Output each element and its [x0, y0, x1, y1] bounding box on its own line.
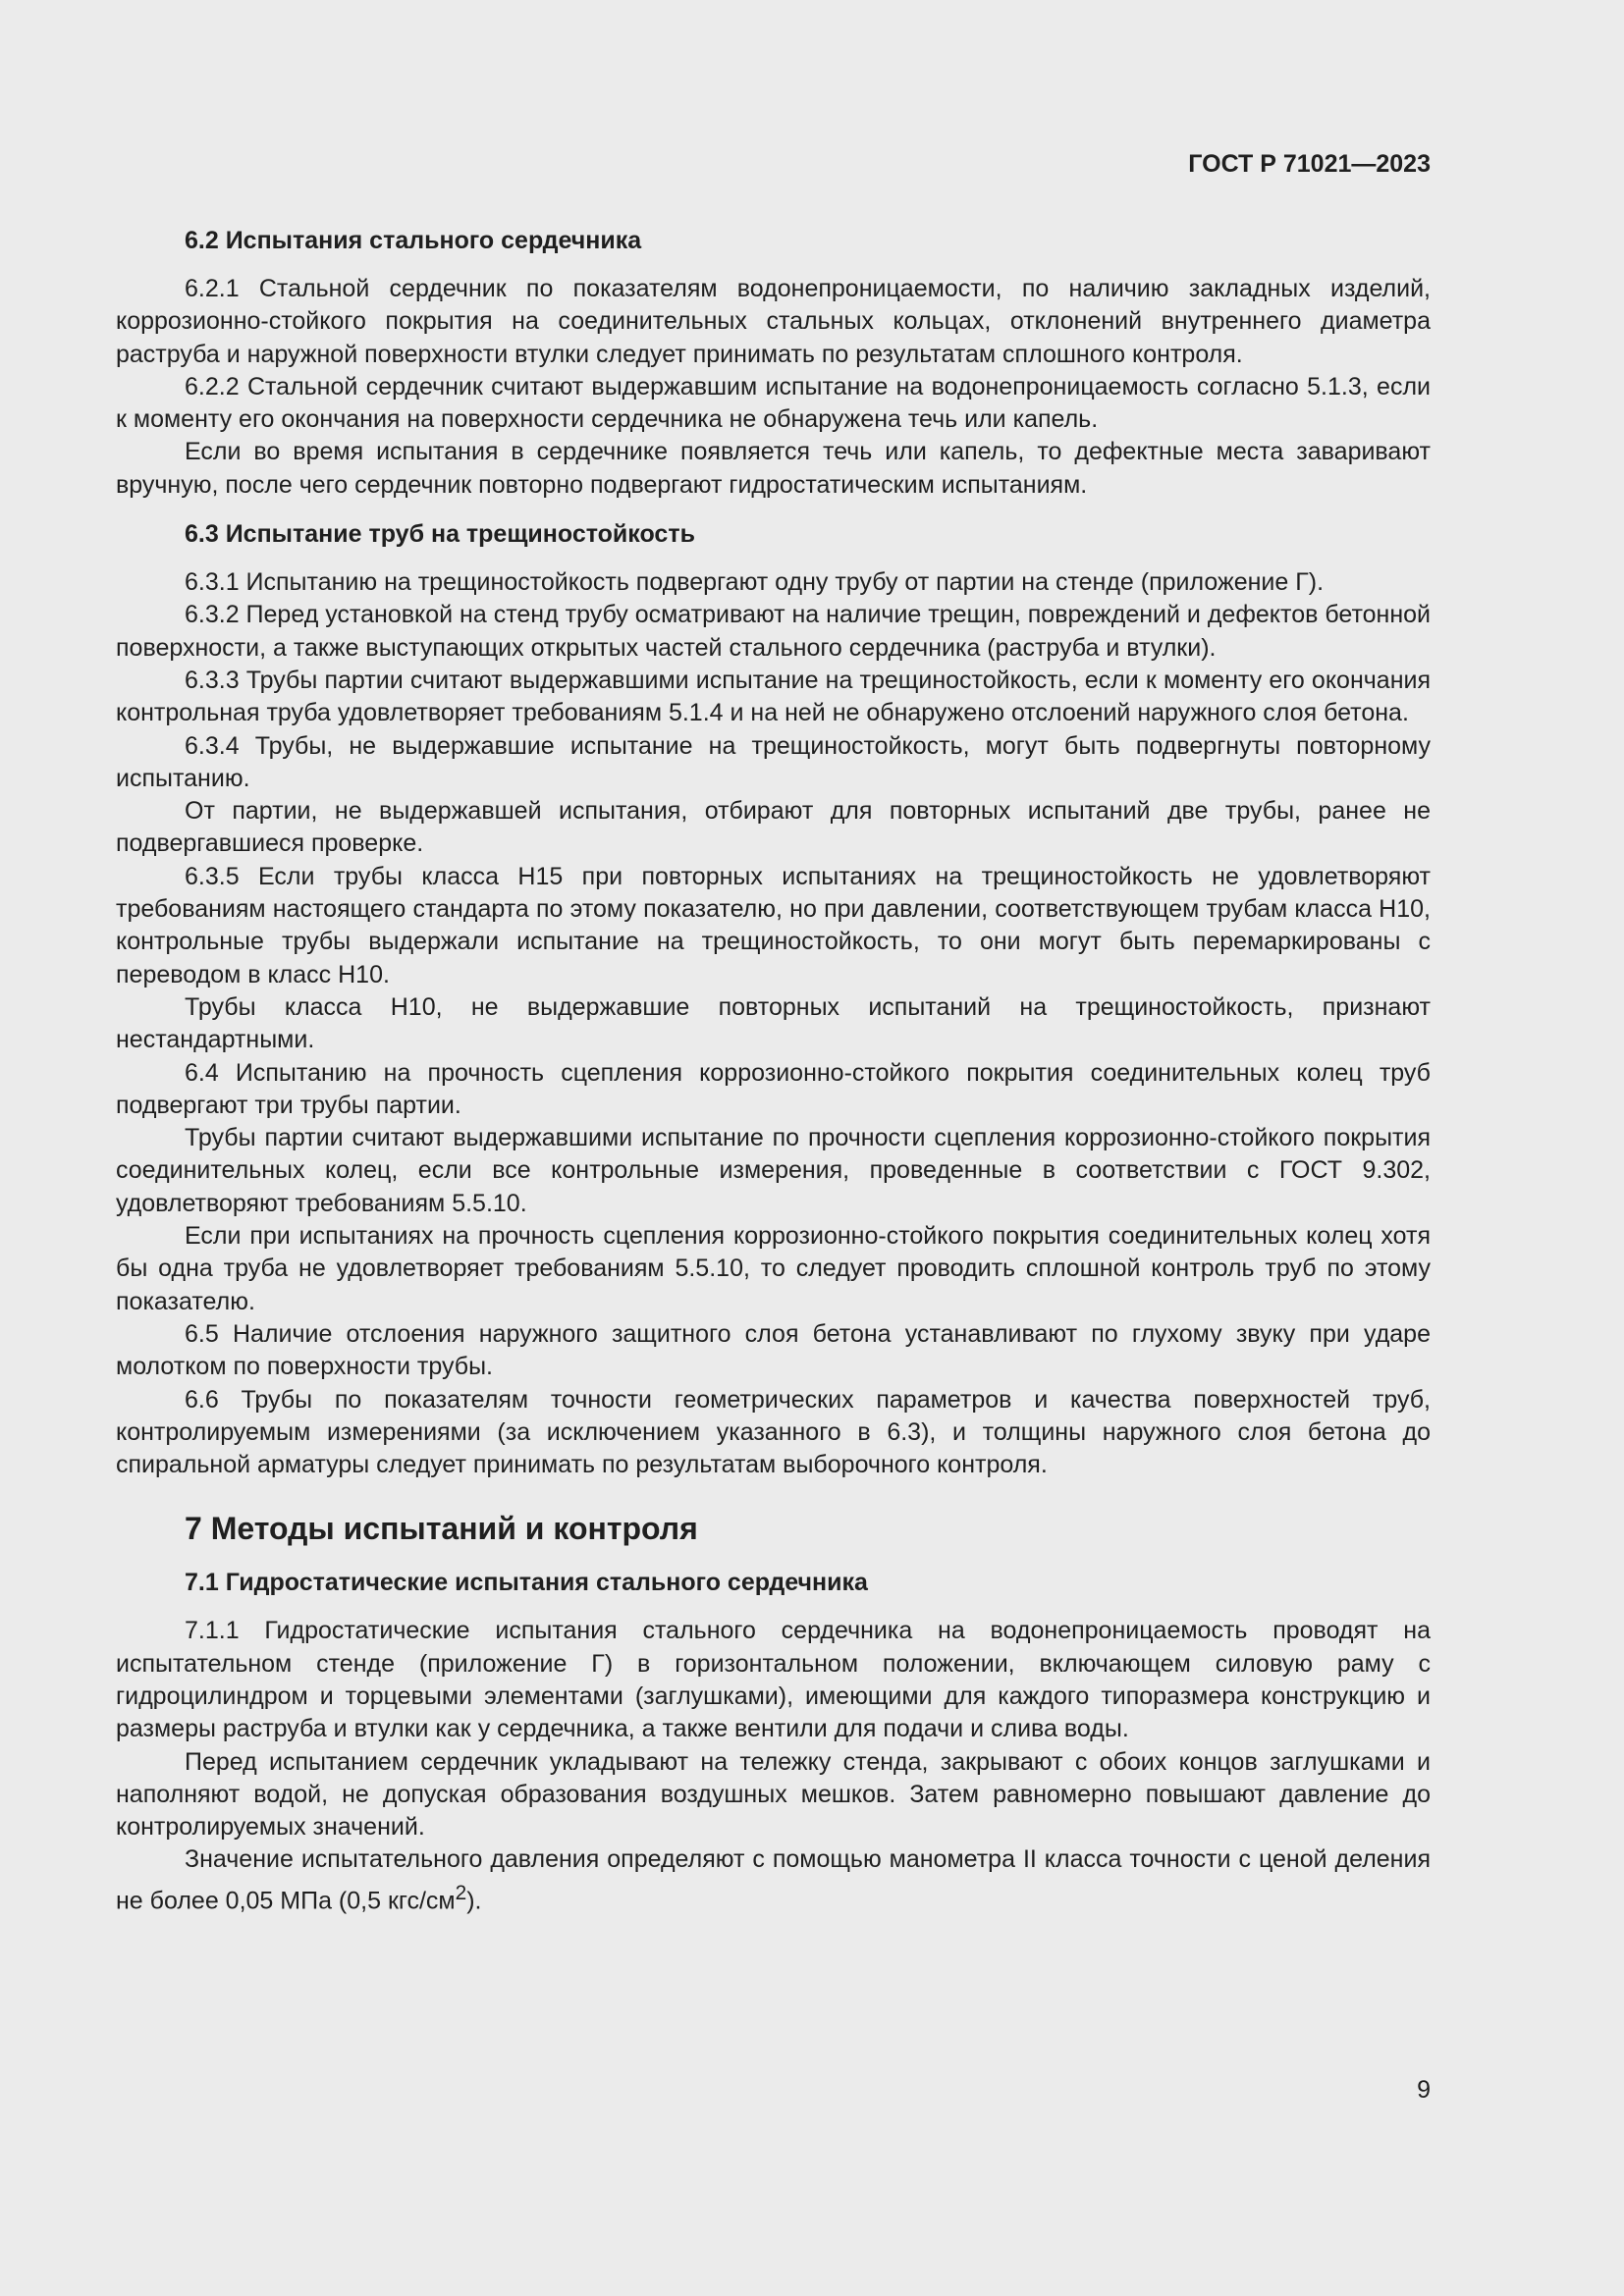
paragraph: 6.3.5 Если трубы класса Н15 при повторных испытаниях на трещиностойкость не удовлетворяют требованиям настоящего стандарта по этому показателю, но при давлении, соответствующем трубам класса Н10, контрольные трубы выдержали испытание на трещиностойкость, то они могут быть перемаркированы с переводом в класс Н10. [116, 862, 1431, 988]
paragraph: 6.2.2 Стальной сердечник считают выдержавшим испытание на водонепроницаемость согласно 5.1.3, если к моменту его окончания на поверхности сердечника не обнаружена течь или капель. [116, 372, 1431, 434]
document-id-header: ГОСТ Р 71021—2023 [1188, 150, 1431, 178]
paragraph: 6.5 Наличие отслоения наружного защитного слоя бетона устанавливают по глухому звуку при ударе молотком по поверхности трубы. [116, 1319, 1431, 1381]
paragraph: От партии, не выдержавшей испытания, отбирают для повторных испытаний две трубы, ранее не подвергавшиеся проверке. [116, 797, 1431, 858]
paragraph: 6.3.1 Испытанию на трещиностойкость подвергают одну трубу от партии на стенде (приложение Г). [185, 568, 1325, 597]
paragraph: 6.6 Трубы по показателям точности геометрических параметров и качества поверхностей труб, контролируемым измерениями (за исключением указанного в 6.3), и толщины наружного слоя бетона до спиральной арматуры следует принимать по результатам выборочного контроля. [116, 1385, 1431, 1479]
paragraph: Если во время испытания в сердечнике появляется течь или капель, то дефектные места заваривают вручную, после чего сердечник повторно подвергают гидростатическим испытаниям. [116, 438, 1431, 499]
paragraph: Если при испытаниях на прочность сцепления коррозионно-стойкого покрытия соединительных колец хотя бы одна труба не удовлетворяет требованиям 5.5.10, то следует проводить сплошной контроль труб по этому показателю. [116, 1222, 1431, 1315]
paragraph: 6.3.2 Перед установкой на стенд трубу осматривают на наличие трещин, повреждений и дефектов бетонной поверхности, а также выступающих открытых частей стального сердечника (раструба и втулки). [116, 601, 1431, 662]
page-number: 9 [1417, 2076, 1431, 2104]
paragraph: 6.3.3 Трубы партии считают выдержавшими испытание на трещиностойкость, если к моменту его окончания контрольная труба удовлетворяет требованиям 5.1.4 и на ней не обнаружено отслоений наружного слоя бетона. [116, 666, 1431, 727]
paragraph: 6.3.4 Трубы, не выдержавшие испытание на трещиностойкость, могут быть подвергнуты повторному испытанию. [116, 731, 1431, 792]
paragraph: Трубы партии считают выдержавшими испытание по прочности сцепления коррозионно-стойкого покрытия соединительных колец, если все контрольные измерения, проведенные в соответствии с ГОСТ 9.302, удовлетворяют требованиям 5.5.10. [116, 1124, 1431, 1217]
paragraph: 6.2.1 Стальной сердечник по показателям водонепроницаемости, по наличию закладных изделий, коррозионно-стойкого покрытия на соединительных стальных кольцах, отклонений внутреннего диаметра раструба и наружной поверхности втулки следует принимать по результатам сплошного контроля. [116, 275, 1431, 368]
chapter-heading-7: 7 Методы испытаний и контроля [185, 1511, 698, 1547]
document-body [116, 224, 1431, 1917]
paragraph: 7.1.1 Гидростатические испытания стального сердечника на водонепроницаемость проводят на испытательном стенде (приложение Г) в горизонтальном положении, включающем силовую раму с гидроцилиндром и торцевыми элементами (заглушками), имеющими для каждого типоразмера конструкцию и размеры раструба и втулки как у сердечника, а также вентили для подачи и слива воды. [116, 1617, 1431, 1743]
paragraph [116, 1843, 1431, 1917]
section-heading-6-3: 6.3 Испытание труб на трещиностойкость [185, 520, 695, 549]
section-heading-6-2: 6.2 Испытания стального сердечника [185, 227, 642, 254]
section-heading-7-1: 7.1 Гидростатические испытания стального сердечника [185, 1569, 868, 1597]
paragraph: Перед испытанием сердечник укладывают на тележку стенда, закрывают с обоих концов заглушками и наполняют водой, не допуская образования воздушных мешков. Затем равномерно повышают давление до контролируемых значений. [116, 1747, 1431, 1842]
paragraph: Трубы класса Н10, не выдержавшие повторных испытаний на трещиностойкость, признают нестандартными. [116, 992, 1431, 1054]
superscript: 2 [455, 1881, 467, 1904]
paragraph: 6.4 Испытанию на прочность сцепления коррозионно-стойкого покрытия соединительных колец труб подвергают три трубы партии. [116, 1058, 1431, 1119]
paragraph-text: Значение испытательного давления определяют с помощью манометра II класса точности с ценой деления не более 0,05 МПа (0,5 кгс/см [116, 1845, 1431, 1915]
paragraph-text-end: ). [466, 1887, 482, 1915]
